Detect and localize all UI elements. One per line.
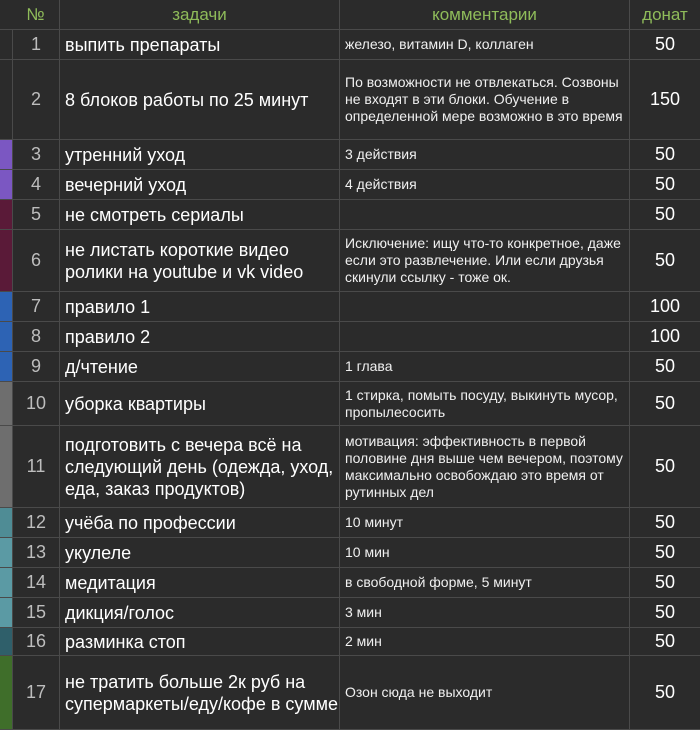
table-row: [0, 140, 700, 170]
comment-cell[interactable]: [340, 200, 630, 229]
donate-cell[interactable]: [630, 352, 700, 381]
row-number-cell-text: 13: [25, 542, 47, 562]
row-color-strip: [0, 200, 12, 229]
donate-cell[interactable]: [630, 426, 700, 507]
comment-cell-text: мотивация: эффективность в первой половине дня выше чем вечером, поэтому максимально освобождаю это время от рутинных дел: [345, 432, 623, 500]
comment-cell-text: 3 действия: [345, 146, 417, 162]
row-number-cell-text: 15: [25, 602, 47, 622]
row-number-cell[interactable]: [12, 322, 60, 351]
row-number-cell-text: 16: [25, 631, 47, 651]
task-cell[interactable]: [60, 538, 340, 567]
task-cell-text: подготовить с вечера всё на следующий день (одежда, уход, еда, заказ продуктов): [65, 434, 334, 499]
comment-cell-text: в свободной форме, 5 минут: [345, 574, 532, 590]
donate-cell[interactable]: [630, 656, 700, 729]
row-number-cell[interactable]: [12, 656, 60, 729]
row-color-strip: [0, 292, 12, 321]
row-number-cell[interactable]: [12, 568, 60, 597]
comment-cell-text: 4 действия: [345, 176, 417, 192]
header-tasks[interactable]: задачи: [60, 0, 340, 29]
table-row: [0, 508, 700, 538]
task-cell[interactable]: [60, 230, 340, 291]
row-number-cell[interactable]: [12, 292, 60, 321]
donate-cell-text: 50: [654, 542, 676, 562]
task-cell-text: разминка стоп: [65, 631, 186, 652]
row-number-cell[interactable]: [12, 426, 60, 507]
row-number-cell-text: 5: [30, 204, 41, 224]
comment-cell-text: 3 мин: [345, 604, 382, 620]
row-number-cell[interactable]: [12, 628, 60, 655]
table-row: [0, 170, 700, 200]
task-cell-text: правило 1: [65, 296, 151, 317]
donate-cell[interactable]: [630, 230, 700, 291]
donate-cell-text: 50: [654, 144, 676, 164]
comment-cell-text: 10 мин: [345, 544, 390, 560]
donate-cell[interactable]: [630, 60, 700, 139]
row-number-cell-text: 17: [25, 682, 47, 702]
table-row: [0, 30, 700, 60]
donate-cell[interactable]: [630, 200, 700, 229]
donate-cell-text: 50: [654, 631, 676, 651]
comment-cell[interactable]: [340, 292, 630, 321]
table-row: [0, 292, 700, 322]
task-cell-text: уборка квартиры: [65, 393, 206, 414]
comment-cell[interactable]: [340, 60, 630, 139]
task-cell[interactable]: [60, 508, 340, 537]
table-header: [0, 0, 700, 30]
comment-cell[interactable]: [340, 382, 630, 425]
donate-cell[interactable]: [630, 140, 700, 169]
header-donate[interactable]: донат: [642, 5, 688, 24]
comment-cell[interactable]: [340, 30, 630, 59]
donate-cell-text: 50: [654, 512, 676, 532]
row-number-cell-text: 4: [30, 174, 41, 194]
donate-cell-text: 50: [654, 682, 676, 702]
task-cell[interactable]: [60, 60, 340, 139]
header-number[interactable]: №: [12, 0, 60, 29]
comment-cell-text: железо, витамин D, коллаген: [345, 36, 534, 52]
comment-cell[interactable]: [340, 426, 630, 507]
comment-cell-text: Исключение: ищу что-то конкретное, даже если это развлечение. Или если друзья скинули ссылку - тоже ок.: [345, 235, 621, 285]
table-row: [0, 200, 700, 230]
row-number-cell-text: 10: [25, 393, 47, 413]
donate-cell[interactable]: [630, 628, 700, 655]
task-cell-text: дикция/голос: [65, 602, 175, 623]
donate-cell[interactable]: [630, 170, 700, 199]
row-number-cell[interactable]: [12, 170, 60, 199]
comment-cell-text: 2 мин: [345, 633, 382, 649]
comment-cell-text: По возможности не отвлекаться. Созвоны не входят в эти блоки. Обучение в определенной мере возможно в это время: [345, 74, 623, 124]
task-cell-text: не смотреть сериалы: [65, 204, 244, 225]
row-color-strip: [0, 352, 12, 381]
task-cell[interactable]: [60, 628, 340, 655]
row-color-strip: [0, 656, 12, 729]
donate-cell[interactable]: [630, 30, 700, 59]
row-color-strip: [0, 508, 12, 537]
comment-cell[interactable]: [340, 322, 630, 351]
task-cell[interactable]: [60, 568, 340, 597]
row-color-strip: [0, 598, 12, 627]
task-cell-text: учёба по профессии: [65, 512, 236, 533]
table-row: [0, 60, 700, 140]
header-comments[interactable]: комментарии: [340, 0, 630, 29]
task-cell-text: утренний уход: [65, 144, 186, 165]
comment-cell[interactable]: [340, 230, 630, 291]
task-cell-text: укулеле: [65, 542, 132, 563]
donate-cell-text: 150: [649, 89, 681, 109]
table-row: [0, 538, 700, 568]
task-cell-text: не листать короткие видео ролики на youtube и vk video: [65, 239, 304, 282]
task-cell-text: не тратить больше 2к руб на супермаркеты/еду/кофе в сумме: [65, 671, 338, 714]
row-color-strip: [0, 170, 12, 199]
comment-cell[interactable]: [340, 568, 630, 597]
task-cell[interactable]: [60, 598, 340, 627]
donate-cell-text: 50: [654, 34, 676, 54]
task-cell-text: выпить препараты: [65, 34, 221, 55]
row-number-cell[interactable]: [12, 60, 60, 139]
donate-cell-text: 50: [654, 204, 676, 224]
comment-cell[interactable]: [340, 352, 630, 381]
donate-cell-text: 50: [654, 602, 676, 622]
donate-cell[interactable]: [630, 292, 700, 321]
table-row: [0, 352, 700, 382]
donate-cell-text: 100: [649, 326, 681, 346]
comment-cell-text: Озон сюда не выходит: [345, 684, 493, 700]
row-color-strip: [0, 30, 12, 59]
row-number-cell-text: 1: [30, 34, 41, 54]
row-color-strip: [0, 538, 12, 567]
row-color-strip: [0, 322, 12, 351]
row-number-cell[interactable]: [12, 230, 60, 291]
row-number-cell-text: 9: [30, 356, 41, 376]
task-cell[interactable]: [60, 30, 340, 59]
donate-cell-text: 50: [654, 356, 676, 376]
row-number-cell-text: 2: [30, 89, 41, 109]
row-number-cell[interactable]: [12, 200, 60, 229]
row-color-strip: [0, 426, 12, 507]
row-number-cell[interactable]: [12, 352, 60, 381]
row-color-strip: [0, 382, 12, 425]
table-row: [0, 628, 700, 656]
row-color-strip: [0, 568, 12, 597]
row-number-cell-text: 14: [25, 572, 47, 592]
comment-cell-text: 10 минут: [345, 514, 404, 530]
row-number-cell[interactable]: [12, 538, 60, 567]
comment-cell-text: 1 стирка, помыть посуду, выкинуть мусор, пропылесосить: [345, 386, 618, 420]
task-cell[interactable]: [60, 140, 340, 169]
row-number-cell[interactable]: [12, 508, 60, 537]
row-number-cell[interactable]: [12, 30, 60, 59]
table-row: [0, 568, 700, 598]
task-cell[interactable]: [60, 322, 340, 351]
table-row: [0, 426, 700, 508]
row-number-cell[interactable]: [12, 382, 60, 425]
task-cell-text: медитация: [65, 572, 156, 593]
row-number-cell-text: 3: [30, 144, 41, 164]
donate-cell-text: 50: [654, 250, 676, 270]
donate-cell[interactable]: [630, 322, 700, 351]
table-row: [0, 598, 700, 628]
donate-cell[interactable]: [630, 382, 700, 425]
task-cell-text: правило 2: [65, 326, 151, 347]
donate-cell-text: 50: [654, 572, 676, 592]
donate-cell-text: 100: [649, 296, 681, 316]
comment-cell[interactable]: [340, 598, 630, 627]
comment-cell[interactable]: [340, 628, 630, 655]
comment-cell[interactable]: [340, 508, 630, 537]
row-number-cell-text: 12: [25, 512, 47, 532]
comment-cell[interactable]: [340, 538, 630, 567]
row-number-cell[interactable]: [12, 598, 60, 627]
task-cell[interactable]: [60, 382, 340, 425]
row-color-strip: [0, 140, 12, 169]
comment-cell[interactable]: [340, 656, 630, 729]
row-number-cell[interactable]: [12, 140, 60, 169]
comment-cell-text: 1 глава: [345, 358, 393, 374]
table-row: [0, 322, 700, 352]
comment-cell[interactable]: [340, 170, 630, 199]
task-cell-text: д/чтение: [65, 356, 138, 377]
task-cell-text: 8 блоков работы по 25 минут: [65, 89, 309, 110]
donate-cell[interactable]: [630, 538, 700, 567]
task-cell[interactable]: [60, 352, 340, 381]
donate-cell[interactable]: [630, 568, 700, 597]
donate-cell-text: 50: [654, 393, 676, 413]
task-cell[interactable]: [60, 292, 340, 321]
donate-cell-text: 50: [654, 174, 676, 194]
table-row: [0, 382, 700, 426]
row-number-cell-text: 6: [30, 250, 41, 270]
row-color-strip: [0, 230, 12, 291]
comment-cell[interactable]: [340, 140, 630, 169]
row-number-cell-text: 8: [30, 326, 41, 346]
table-row: [0, 656, 700, 730]
task-cell[interactable]: [60, 200, 340, 229]
task-cell[interactable]: [60, 170, 340, 199]
task-cell-text: вечерний уход: [65, 174, 187, 195]
row-color-strip: [0, 628, 12, 655]
task-cell[interactable]: [60, 426, 340, 507]
task-cell[interactable]: [60, 656, 340, 729]
row-color-strip: [0, 60, 12, 139]
row-number-cell-text: 7: [30, 296, 41, 316]
donate-cell[interactable]: [630, 508, 700, 537]
table-row: [0, 230, 700, 292]
row-number-cell-text: 11: [26, 456, 46, 476]
donate-cell-text: 50: [654, 456, 676, 476]
donate-cell[interactable]: [630, 598, 700, 627]
